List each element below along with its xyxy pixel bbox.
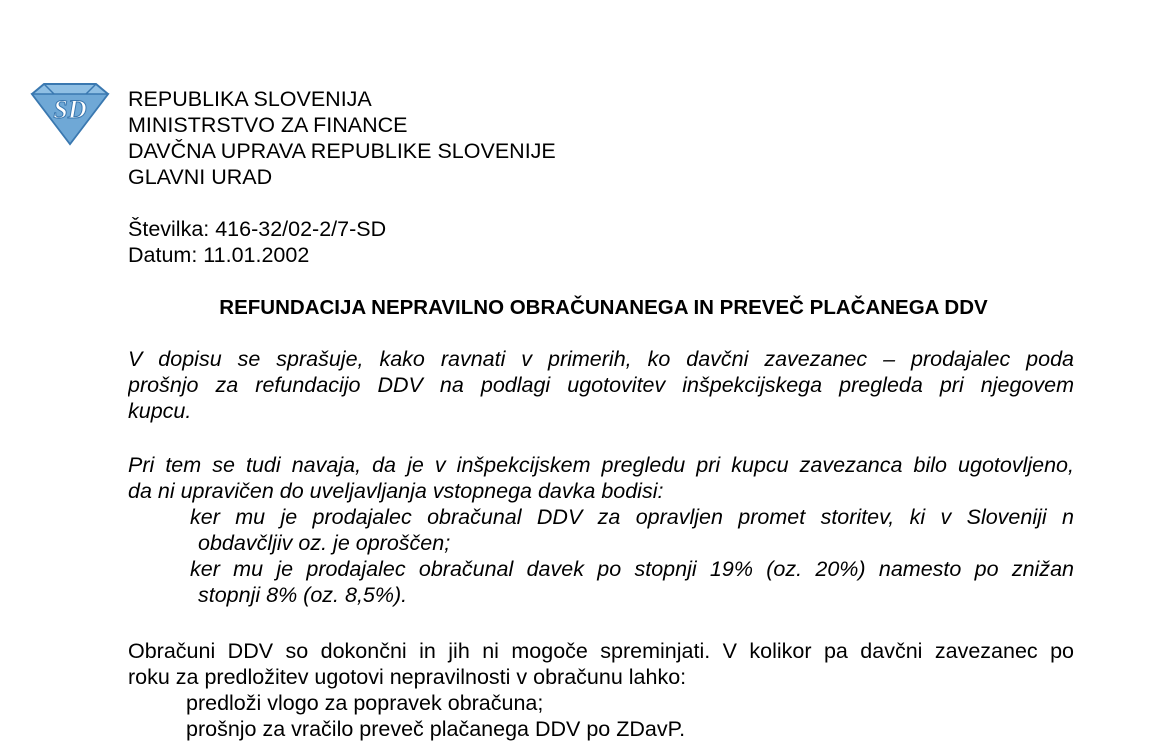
paragraph-line: kupcu. [128, 399, 192, 423]
header-line: MINISTRSTVO ZA FINANCE [128, 113, 408, 137]
header-line: GLAVNI URAD [128, 165, 273, 189]
paragraph-line: Pri tem se tudi navaja, da je v inšpekcijskem pregledu pri kupcu zavezanca bilo ugotovljeno, [128, 453, 1074, 477]
paragraph-line: V dopisu se sprašuje, kako ravnati v primerih, ko davčni zavezanec – prodajalec poda [128, 347, 1074, 371]
document-title: REFUNDACIJA NEPRAVILNO OBRAČUNANEGA IN PREVEČ PLAČANEGA DDV [219, 296, 988, 319]
list-item-line: stopnji 8% (oz. 8,5%). [198, 583, 408, 607]
list-item-line: ker mu je prodajalec obračunal davek po stopnji 19% (oz. 20%) namesto po znižan [190, 557, 1074, 581]
paragraph-inspection [128, 452, 1074, 608]
paragraph-line: Obračuni DDV so dokončni in jih ni mogoče spreminjati. V kolikor pa davčni zavezanec po [128, 639, 1074, 663]
document-date: Datum: 11.01.2002 [128, 243, 310, 267]
logo-lettering: SD [53, 95, 87, 124]
paragraph-line: roku za predložitev ugotovi nepravilnosti v obračunu lahko: [128, 665, 687, 689]
paragraph-question [128, 346, 1074, 424]
header-line: REPUBLIKA SLOVENIJA [128, 87, 372, 111]
institution-header [128, 86, 556, 190]
header-line: DAVČNA UPRAVA REPUBLIKE SLOVENIJE [128, 139, 556, 163]
document-number: Številka: 416-32/02-2/7-SD [128, 217, 387, 241]
paragraph-answer [128, 638, 1074, 742]
list-item-line: ker mu je prodajalec obračunal DDV za opravljen promet storitev, ki v Sloveniji n [190, 505, 1074, 529]
list-item: predloži vlogo za popravek obračuna; [186, 691, 544, 715]
paragraph-line: da ni upravičen do uveljavljanja vstopnega davka bodisi: [128, 479, 664, 503]
list-item-line: obdavčljiv oz. je oproščen; [198, 531, 451, 555]
sd-diamond-logo-icon [28, 80, 112, 148]
list-item: prošnjo za vračilo preveč plačanega DDV po ZDavP. [186, 717, 686, 741]
document-meta [128, 216, 386, 268]
paragraph-line: prošnjo za refundacijo DDV na podlagi ugotovitev inšpekcijskega pregleda pri njegovem [128, 373, 1074, 397]
